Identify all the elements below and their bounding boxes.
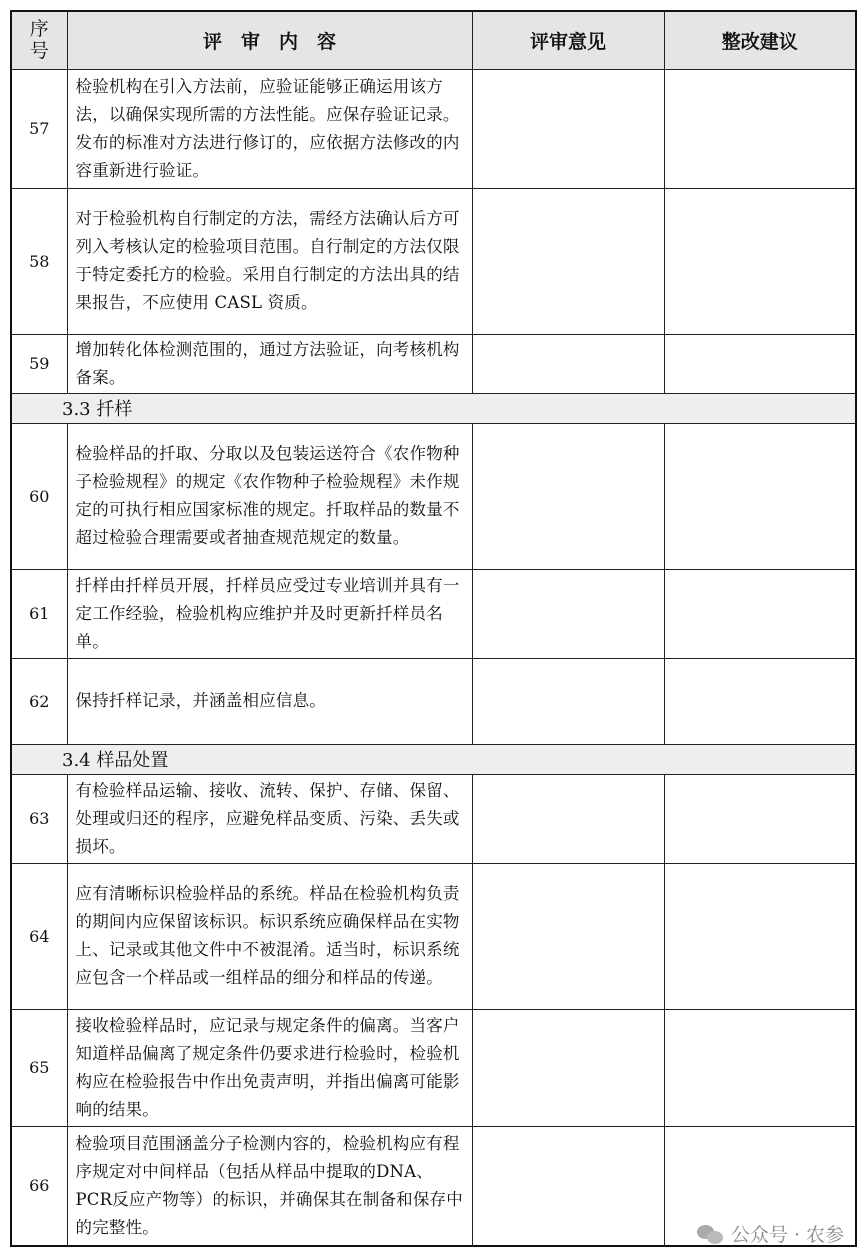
header-opinion: 评审意见 [472, 11, 664, 69]
header-content: 评 审 内 容 [67, 11, 472, 69]
suggestion-cell[interactable] [664, 1009, 856, 1126]
opinion-cell[interactable] [472, 1009, 664, 1126]
watermark [697, 1220, 844, 1247]
suggestion-cell[interactable] [664, 863, 856, 1009]
table-row [11, 1009, 856, 1126]
opinion-cell[interactable] [472, 569, 664, 658]
suggestion-cell[interactable] [664, 774, 856, 863]
row-number: 64 [11, 863, 67, 1009]
row-content: 有检验样品运输、接收、流转、保护、存储、保留、处理或归还的程序，应避免样品变质、污染、丢失或损坏。 [67, 774, 472, 863]
row-content: 应有清晰标识检验样品的系统。样品在检验机构负责的期间内应保留该标识。标识系统应确保样品在实物上、记录或其他文件中不被混淆。适当时，标识系统应包含一个样品或一组样品的细分和样品的传递。 [67, 863, 472, 1009]
row-number: 65 [11, 1009, 67, 1126]
table-row [11, 423, 856, 569]
row-content: 扦样由扦样员开展，扦样员应受过专业培训并具有一定工作经验，检验机构应维护并及时更新扦样员名单。 [67, 569, 472, 658]
suggestion-cell[interactable] [664, 658, 856, 744]
header-suggestion: 整改建议 [664, 11, 856, 69]
suggestion-cell[interactable] [664, 188, 856, 334]
table-row [11, 658, 856, 744]
row-number: 62 [11, 658, 67, 744]
row-content: 接收检验样品时，应记录与规定条件的偏离。当客户知道样品偏离了规定条件仍要求进行检验时，检验机构应在检验报告中作出免责声明，并指出偏离可能影响的结果。 [67, 1009, 472, 1126]
row-number: 58 [11, 188, 67, 334]
opinion-cell[interactable] [472, 188, 664, 334]
row-content: 检验项目范围涵盖分子检测内容的，检验机构应有程序规定对中间样品（包括从样品中提取的DNA、PCR反应产物等）的标识，并确保其在制备和保存中的完整性。 [67, 1126, 472, 1246]
table-row [11, 188, 856, 334]
row-number: 59 [11, 334, 67, 393]
watermark-text: 公众号 · 农参 [730, 1224, 844, 1246]
row-number: 66 [11, 1126, 67, 1246]
section-title: 3.3 扦样 [11, 393, 856, 423]
row-number: 61 [11, 569, 67, 658]
suggestion-cell[interactable] [664, 423, 856, 569]
opinion-cell[interactable] [472, 423, 664, 569]
opinion-cell[interactable] [472, 863, 664, 1009]
suggestion-cell[interactable] [664, 69, 856, 188]
row-content: 对于检验机构自行制定的方法，需经方法确认后方可列入考核认定的检验项目范围。自行制定的方法仅限于特定委托方的检验。采用自行制定的方法出具的结果报告，不应使用 CASL 资质。 [67, 188, 472, 334]
table-row [11, 569, 856, 658]
row-content: 增加转化体检测范围的，通过方法验证，向考核机构备案。 [67, 334, 472, 393]
table-row [11, 863, 856, 1009]
opinion-cell[interactable] [472, 774, 664, 863]
opinion-cell[interactable] [472, 1126, 664, 1246]
header-no: 序 号 [11, 11, 67, 69]
opinion-cell[interactable] [472, 658, 664, 744]
section-title: 3.4 样品处置 [11, 744, 856, 774]
section-row [11, 744, 856, 774]
suggestion-cell[interactable] [664, 334, 856, 393]
row-number: 57 [11, 69, 67, 188]
row-number: 60 [11, 423, 67, 569]
row-content: 检验样品的扦取、分取以及包装运送符合《农作物种子检验规程》的规定《农作物种子检验规程》未作规定的可执行相应国家标准的规定。扦取样品的数量不超过检验合理需要或者抽查规范规定的数量。 [67, 423, 472, 569]
row-content: 保持扦样记录，并涵盖相应信息。 [67, 658, 472, 744]
suggestion-cell[interactable] [664, 569, 856, 658]
table-row [11, 69, 856, 188]
review-table [10, 10, 857, 1247]
row-content: 检验机构在引入方法前，应验证能够正确运用该方法，以确保实现所需的方法性能。应保存验证记录。发布的标准对方法进行修订的，应依据方法修改的内容重新进行验证。 [67, 69, 472, 188]
header-row [11, 11, 856, 69]
table-row [11, 774, 856, 863]
table-row [11, 334, 856, 393]
opinion-cell[interactable] [472, 69, 664, 188]
row-number: 63 [11, 774, 67, 863]
opinion-cell[interactable] [472, 334, 664, 393]
section-row [11, 393, 856, 423]
wechat-icon [697, 1223, 725, 1245]
